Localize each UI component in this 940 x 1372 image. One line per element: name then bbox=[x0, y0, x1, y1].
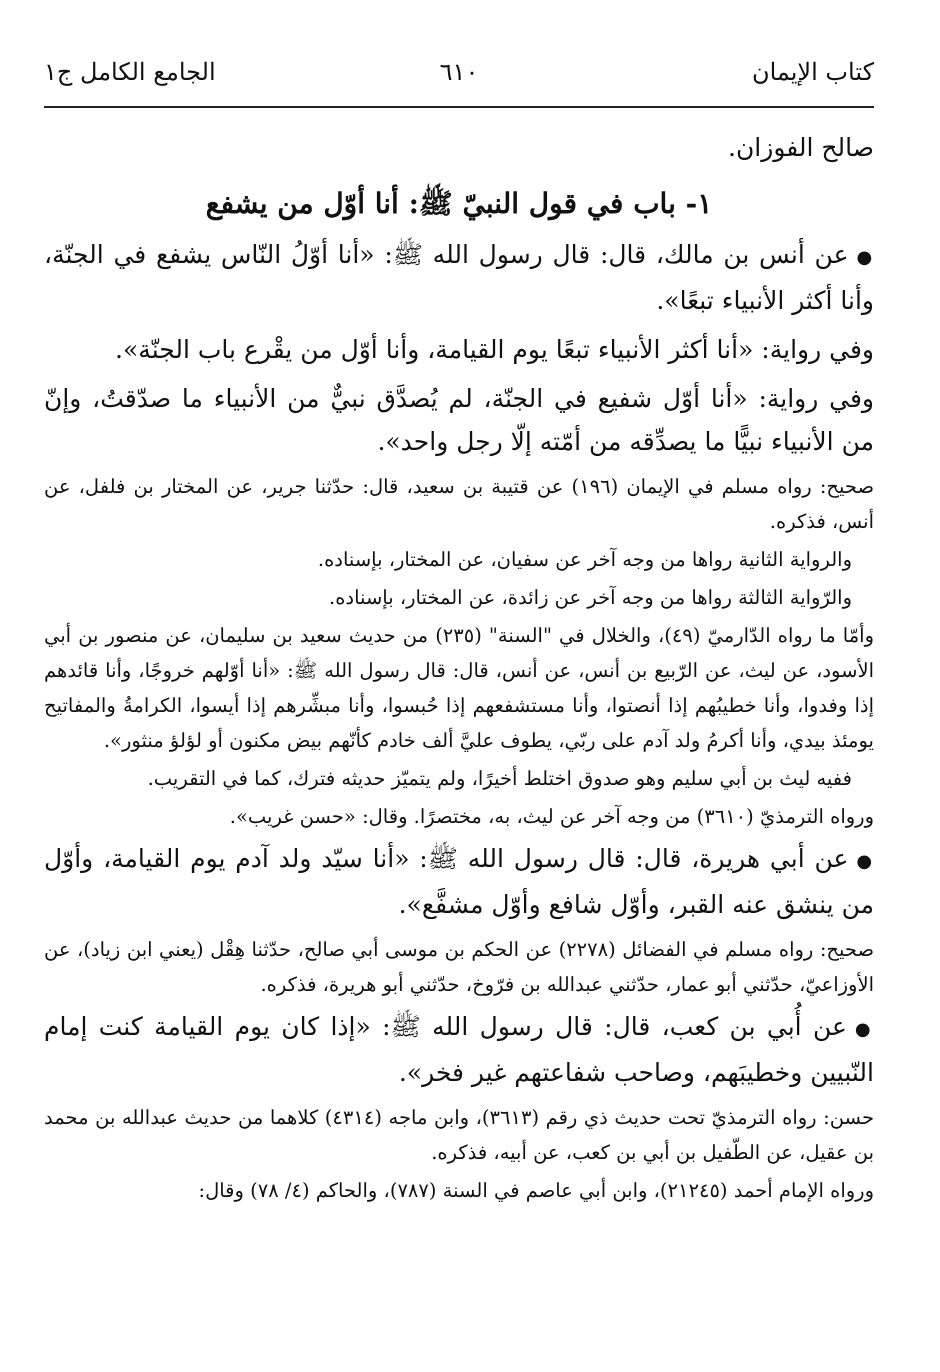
commentary-paragraph: ففيه ليث بن أبي سليم وهو صدوق اختلط أخيرًا، ولم يتميّز حديثه فترك، كما في التقريب. bbox=[147, 767, 852, 790]
page-number: ٦١٠ bbox=[439, 58, 479, 86]
page-body bbox=[44, 126, 874, 1208]
commentary-paragraph: والرّواية الثالثة رواها من وجه آخر عن زائدة، عن المختار، بإسناده. bbox=[329, 586, 852, 609]
hadith-paragraph bbox=[44, 233, 874, 322]
commentary-paragraph: حسن: رواه الترمذيّ تحت حديث ذي رقم (٣٦١٣)، وابن ماجه (٤٣١٤) كلاهما من حديث عبدالله بن محمد بن عقيل، عن الطّفيل بن أبي بن كعب، عن أبيه، فذكره. bbox=[44, 1106, 874, 1164]
bullet-icon: ● bbox=[854, 1019, 874, 1040]
chapter-heading: ١- باب في قول النبيّ ﷺ: أنا أوّل من يشفع bbox=[205, 187, 713, 220]
intro-line: صالح الفوزان. bbox=[728, 133, 874, 162]
hadith-paragraph bbox=[44, 837, 874, 926]
commentary-paragraph: والرواية الثانية رواها من وجه آخر عن سفيان، عن المختار، بإسناده. bbox=[317, 548, 852, 571]
header-book-title: كتاب الإيمان bbox=[751, 58, 874, 86]
bullet-icon: ● bbox=[856, 851, 874, 872]
hadith-text: عن أنس بن مالك، قال: قال رسول الله ﷺ: «أنا أوّلُ النّاس يشفع في الجنّة، وأنا أكثر الأنبياء تبعًا». bbox=[44, 240, 874, 315]
narration-paragraph: وفي رواية: «أنا أكثر الأنبياء تبعًا يوم القيامة، وأنا أوّل من يقْرع باب الجنّة». bbox=[115, 335, 874, 364]
header-divider bbox=[44, 106, 874, 108]
bullet-icon: ● bbox=[856, 247, 874, 268]
hadith-paragraph bbox=[44, 1005, 874, 1094]
hadith-text: عن أبي هريرة، قال: قال رسول الله ﷺ: «أنا سيّد ولد آدم يوم القيامة، وأوّل من ينشق عنه القبر، وأوّل شافع وأوّل مشفَّع». bbox=[44, 844, 874, 919]
narration-paragraph: وفي رواية: «أنا أوّل شفيع في الجنّة، لم يُصدَّق نبيٌّ من الأنبياء ما صدّقتُ، وإنّ من الأنبياء نبيًّا ما يصدِّقه من أمّته إلّا رجل واحد». bbox=[44, 384, 874, 456]
hadith-text: عن أُبي بن كعب، قال: قال رسول الله ﷺ: «إذا كان يوم القيامة كنت إمام النّبيين وخطيبَهم، وصاحب شفاعتهم غير فخر». bbox=[44, 1012, 874, 1087]
commentary-paragraph: ورواه الإمام أحمد (٢١٢٤٥)، وابن أبي عاصم في السنة (٧٨٧)، والحاكم (٤/ ٧٨) وقال: bbox=[198, 1179, 874, 1202]
commentary-paragraph: صحيح: رواه مسلم في الفضائل (٢٢٧٨) عن الحكم بن موسى أبي صالح، حدّثنا هِقْل (يعني ابن زياد)، عن الأوزاعيّ، حدّثني أبو عمار، حدّثني عبدالله بن فرّوخ، حدّثني أبو هريرة، فذكره. bbox=[44, 938, 875, 996]
running-header bbox=[44, 0, 874, 112]
commentary-paragraph: وأمّا ما رواه الدّارميّ (٤٩)، والخلال في "السنة" (٢٣٥) من حديث سعيد بن سليمان، عن منصور بن أبي الأسود، عن ليث، عن الرّبيع بن أنس، عن أنس، قال: قال رسول الله ﷺ: «أنا أوّلهم خروجًا، وأنا قائدهم إذا وفدوا، وأنا خطيبُهم إذا أنصتوا، وأنا مستشفعهم إذا حُبسوا، وأنا مبشِّرهم إذا أيسوا، الكرامةُ والمفاتيح يومئذ بيدي، وأنا أكرمُ ولد آدم على ربّي، يطوف عليَّ ألف خادم كأنّهم بيض مكنون أو لؤلؤ منثور». bbox=[44, 624, 874, 752]
header-volume-title: الجامع الكامل ج١ bbox=[44, 58, 216, 86]
commentary-paragraph: ورواه الترمذيّ (٣٦١٠) من وجه آخر عن ليث، به، مختصرًا. وقال: «حسن غريب». bbox=[229, 805, 874, 828]
commentary-paragraph: صحيح: رواه مسلم في الإيمان (١٩٦) عن قتيبة بن سعيد، قال: حدّثنا جرير، عن المختار بن فلفل، عن أنس، فذكره. bbox=[44, 475, 875, 533]
